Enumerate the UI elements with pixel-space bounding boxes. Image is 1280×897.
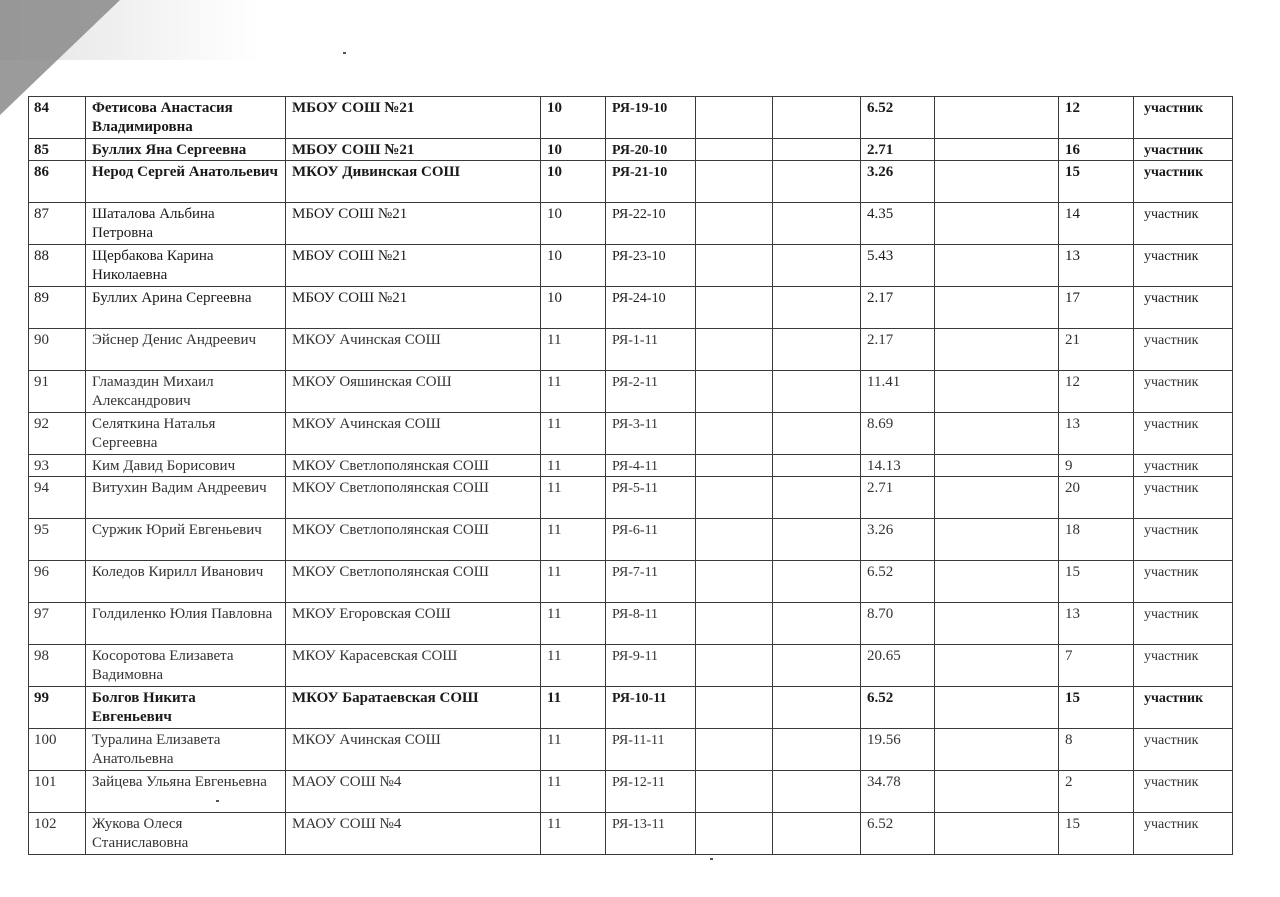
row-number: 86 [29,161,86,203]
empty-cell [773,287,861,329]
status: участник [1134,161,1233,203]
empty-cell [935,455,1059,477]
empty-cell [935,329,1059,371]
status: участник [1134,813,1233,855]
participant-name: Фетисова Анастасия Владимировна [86,97,286,139]
participant-code: РЯ-19-10 [606,97,696,139]
school-name: МКОУ Дивинская СОШ [286,161,541,203]
participant-name: Суржик Юрий Евгеньевич [86,519,286,561]
empty-cell [696,287,773,329]
grade: 11 [541,771,606,813]
participant-name: Шаталова Альбина Петровна [86,203,286,245]
empty-cell [935,813,1059,855]
grade: 11 [541,645,606,687]
empty-cell [696,561,773,603]
grade: 10 [541,287,606,329]
grade: 11 [541,371,606,413]
grade: 11 [541,413,606,455]
score: 5.43 [861,245,935,287]
table-row [29,97,1233,139]
table-row [29,329,1233,371]
table-row [29,161,1233,203]
row-number: 88 [29,245,86,287]
status: участник [1134,771,1233,813]
school-name: МКОУ Ачинская СОШ [286,729,541,771]
empty-cell [696,203,773,245]
place: 12 [1059,371,1134,413]
score: 2.17 [861,287,935,329]
grade: 10 [541,97,606,139]
scan-speck [216,800,219,802]
row-number: 91 [29,371,86,413]
participant-name: Щербакова Карина Николаевна [86,245,286,287]
row-number: 102 [29,813,86,855]
participant-code: РЯ-5-11 [606,477,696,519]
score: 2.71 [861,139,935,161]
status: участник [1134,519,1233,561]
school-name: МБОУ СОШ №21 [286,287,541,329]
empty-cell [773,455,861,477]
participant-code: РЯ-23-10 [606,245,696,287]
table-row [29,645,1233,687]
participant-name: Болгов Никита Евгеньевич [86,687,286,729]
grade: 10 [541,139,606,161]
row-number: 94 [29,477,86,519]
school-name: МБОУ СОШ №21 [286,203,541,245]
empty-cell [773,645,861,687]
score: 6.52 [861,561,935,603]
school-name: МКОУ Светлополянская СОШ [286,561,541,603]
table-row [29,477,1233,519]
participant-code: РЯ-10-11 [606,687,696,729]
row-number: 87 [29,203,86,245]
participant-code: РЯ-9-11 [606,645,696,687]
place: 9 [1059,455,1134,477]
score: 6.52 [861,97,935,139]
place: 14 [1059,203,1134,245]
empty-cell [696,413,773,455]
empty-cell [935,203,1059,245]
place: 13 [1059,603,1134,645]
participant-code: РЯ-7-11 [606,561,696,603]
table-row [29,519,1233,561]
score: 34.78 [861,771,935,813]
participant-code: РЯ-24-10 [606,287,696,329]
empty-cell [773,329,861,371]
empty-cell [935,561,1059,603]
table-row [29,287,1233,329]
row-number: 89 [29,287,86,329]
table-row [29,413,1233,455]
row-number: 96 [29,561,86,603]
participant-name: Голдиленко Юлия Павловна [86,603,286,645]
place: 8 [1059,729,1134,771]
status: участник [1134,561,1233,603]
school-name: МКОУ Ачинская СОШ [286,413,541,455]
empty-cell [773,413,861,455]
status: участник [1134,729,1233,771]
empty-cell [935,477,1059,519]
empty-cell [773,603,861,645]
participant-code: РЯ-11-11 [606,729,696,771]
score: 8.70 [861,603,935,645]
table-row [29,245,1233,287]
empty-cell [935,139,1059,161]
place: 21 [1059,329,1134,371]
place: 17 [1059,287,1134,329]
row-number: 100 [29,729,86,771]
empty-cell [935,687,1059,729]
empty-cell [696,455,773,477]
participant-name: Буллих Арина Сергеевна [86,287,286,329]
table-row [29,455,1233,477]
grade: 11 [541,477,606,519]
score: 6.52 [861,687,935,729]
status: участник [1134,245,1233,287]
empty-cell [773,687,861,729]
empty-cell [935,287,1059,329]
participant-code: РЯ-1-11 [606,329,696,371]
score: 8.69 [861,413,935,455]
participant-name: Косоротова Елизавета Вадимовна [86,645,286,687]
empty-cell [696,603,773,645]
status: участник [1134,455,1233,477]
empty-cell [773,771,861,813]
place: 13 [1059,413,1134,455]
empty-cell [773,813,861,855]
empty-cell [935,97,1059,139]
score: 2.71 [861,477,935,519]
participant-code: РЯ-4-11 [606,455,696,477]
participant-code: РЯ-22-10 [606,203,696,245]
row-number: 93 [29,455,86,477]
grade: 11 [541,813,606,855]
row-number: 97 [29,603,86,645]
status: участник [1134,687,1233,729]
school-name: МБОУ СОШ №21 [286,245,541,287]
empty-cell [773,139,861,161]
row-number: 92 [29,413,86,455]
status: участник [1134,371,1233,413]
empty-cell [773,203,861,245]
empty-cell [696,161,773,203]
school-name: МКОУ Карасевская СОШ [286,645,541,687]
school-name: МКОУ Светлополянская СОШ [286,477,541,519]
empty-cell [696,139,773,161]
grade: 10 [541,203,606,245]
table-row [29,203,1233,245]
participant-name: Буллих Яна Сергеевна [86,139,286,161]
school-name: МАОУ СОШ №4 [286,813,541,855]
results-table [28,96,1233,855]
table-row [29,603,1233,645]
place: 16 [1059,139,1134,161]
place: 7 [1059,645,1134,687]
empty-cell [773,561,861,603]
row-number: 90 [29,329,86,371]
empty-cell [773,245,861,287]
empty-cell [696,477,773,519]
place: 15 [1059,561,1134,603]
score: 2.17 [861,329,935,371]
participant-code: РЯ-12-11 [606,771,696,813]
place: 20 [1059,477,1134,519]
grade: 11 [541,455,606,477]
results-table-body [29,97,1233,855]
school-name: МБОУ СОШ №21 [286,139,541,161]
row-number: 95 [29,519,86,561]
status: участник [1134,287,1233,329]
participant-code: РЯ-6-11 [606,519,696,561]
empty-cell [696,97,773,139]
empty-cell [935,161,1059,203]
school-name: МКОУ Ачинская СОШ [286,329,541,371]
participant-name: Жукова Олеся Станиславовна [86,813,286,855]
participant-name: Эйснер Денис Андреевич [86,329,286,371]
empty-cell [935,413,1059,455]
grade: 11 [541,687,606,729]
status: участник [1134,413,1233,455]
empty-cell [696,245,773,287]
grade: 11 [541,561,606,603]
empty-cell [773,729,861,771]
row-number: 98 [29,645,86,687]
status: участник [1134,329,1233,371]
status: участник [1134,603,1233,645]
participant-name: Нерод Сергей Анатольевич [86,161,286,203]
status: участник [1134,203,1233,245]
table-row [29,687,1233,729]
empty-cell [696,771,773,813]
place: 18 [1059,519,1134,561]
score: 4.35 [861,203,935,245]
row-number: 84 [29,97,86,139]
scan-speck [343,52,346,54]
place: 15 [1059,687,1134,729]
score: 3.26 [861,519,935,561]
empty-cell [935,645,1059,687]
table-row [29,561,1233,603]
empty-cell [696,813,773,855]
participant-name: Селяткина Наталья Сергеевна [86,413,286,455]
grade: 11 [541,519,606,561]
empty-cell [935,519,1059,561]
participant-name: Туралина Елизавета Анатольевна [86,729,286,771]
row-number: 99 [29,687,86,729]
row-number: 101 [29,771,86,813]
place: 15 [1059,813,1134,855]
place: 2 [1059,771,1134,813]
school-name: МКОУ Баратаевская СОШ [286,687,541,729]
school-name: МКОУ Егоровская СОШ [286,603,541,645]
participant-name: Зайцева Ульяна Евгеньевна [86,771,286,813]
score: 6.52 [861,813,935,855]
scan-speck [710,858,713,860]
score: 3.26 [861,161,935,203]
grade: 11 [541,329,606,371]
school-name: МКОУ Ояшинская СОШ [286,371,541,413]
participant-code: РЯ-8-11 [606,603,696,645]
place: 15 [1059,161,1134,203]
place: 12 [1059,97,1134,139]
row-number: 85 [29,139,86,161]
participant-code: РЯ-21-10 [606,161,696,203]
grade: 10 [541,245,606,287]
participant-name: Гламаздин Михаил Александрович [86,371,286,413]
table-row [29,813,1233,855]
participant-code: РЯ-2-11 [606,371,696,413]
empty-cell [773,97,861,139]
empty-cell [773,477,861,519]
empty-cell [696,371,773,413]
school-name: МКОУ Светлополянская СОШ [286,455,541,477]
empty-cell [696,687,773,729]
table-row [29,139,1233,161]
empty-cell [935,603,1059,645]
empty-cell [935,729,1059,771]
empty-cell [696,329,773,371]
school-name: МАОУ СОШ №4 [286,771,541,813]
school-name: МБОУ СОШ №21 [286,97,541,139]
score: 14.13 [861,455,935,477]
table-row [29,771,1233,813]
score: 20.65 [861,645,935,687]
empty-cell [696,645,773,687]
participant-name: Витухин Вадим Андреевич [86,477,286,519]
grade: 10 [541,161,606,203]
grade: 11 [541,729,606,771]
empty-cell [696,729,773,771]
participant-code: РЯ-20-10 [606,139,696,161]
empty-cell [773,371,861,413]
status: участник [1134,97,1233,139]
place: 13 [1059,245,1134,287]
empty-cell [935,771,1059,813]
participant-name: Ким Давид Борисович [86,455,286,477]
empty-cell [935,371,1059,413]
empty-cell [935,245,1059,287]
status: участник [1134,477,1233,519]
participant-name: Коледов Кирилл Иванович [86,561,286,603]
empty-cell [696,519,773,561]
table-row [29,729,1233,771]
score: 19.56 [861,729,935,771]
participant-code: РЯ-13-11 [606,813,696,855]
participant-code: РЯ-3-11 [606,413,696,455]
school-name: МКОУ Светлополянская СОШ [286,519,541,561]
grade: 11 [541,603,606,645]
status: участник [1134,645,1233,687]
empty-cell [773,161,861,203]
status: участник [1134,139,1233,161]
table-row [29,371,1233,413]
empty-cell [773,519,861,561]
score: 11.41 [861,371,935,413]
